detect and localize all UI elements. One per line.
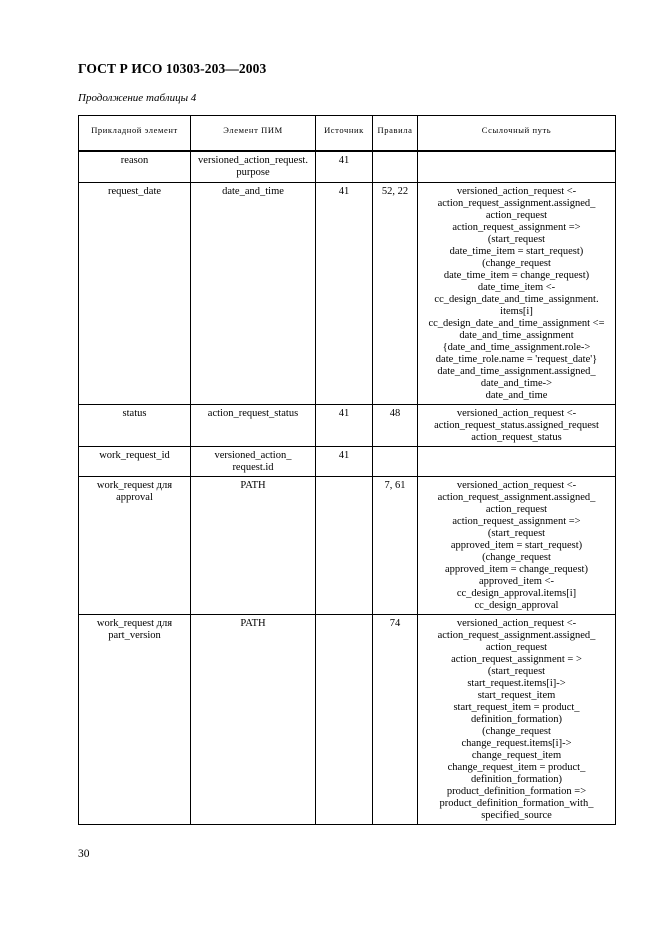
cell-source: 41 xyxy=(316,404,373,446)
cell-reference-path xyxy=(418,151,616,182)
cell-app-element: work_request_id xyxy=(79,446,191,476)
cell-source: 41 xyxy=(316,182,373,404)
cell-app-element: request_date xyxy=(79,182,191,404)
cell-app-element: work_request для part_version xyxy=(79,614,191,824)
table-row xyxy=(79,476,616,614)
cell-rules: 48 xyxy=(373,404,418,446)
page-number: 30 xyxy=(78,848,90,860)
table-header-row xyxy=(79,116,616,152)
cell-reference-path: versioned_action_request <- action_request_assignment.assigned_ action_request action_request_assignment => (start_request date_time_item = start_request) (change_request date_time_item = change_request) date_time_item <- cc_design_date_and_time_assignment. items[i] cc_design_date_and_time_assignment <= date_and_time_assignment {date_and_time_assignment.role-> date_time_role.name = 'request_date'} date_and_time_assignment.assigned_ date_and_time-> date_and_time xyxy=(418,182,616,404)
table-row xyxy=(79,404,616,446)
table-row xyxy=(79,446,616,476)
cell-pim-element: PATH xyxy=(191,476,316,614)
cell-pim-element: PATH xyxy=(191,614,316,824)
cell-rules: 74 xyxy=(373,614,418,824)
cell-source: 41 xyxy=(316,151,373,182)
cell-source xyxy=(316,614,373,824)
header-reference-path: Ссылочный путь xyxy=(418,116,616,152)
cell-app-element: work_request для approval xyxy=(79,476,191,614)
table-row xyxy=(79,151,616,182)
header-source: Источник xyxy=(316,116,373,152)
cell-rules: 52, 22 xyxy=(373,182,418,404)
mapping-table xyxy=(78,115,616,825)
cell-reference-path: versioned_action_request <- action_request_assignment.assigned_ action_request action_request_assignment = > (start_request start_request.items[i]-> start_request_item start_request_item = product_ definition_formation) (change_request change_request.items[i]-> change_request_item change_request_item = product_ definition_formation) product_definition_formation => product_definition_formation_with_ specified_source xyxy=(418,614,616,824)
cell-rules xyxy=(373,151,418,182)
cell-rules xyxy=(373,446,418,476)
cell-reference-path: versioned_action_request <- action_request_assignment.assigned_ action_request action_request_assignment => (start_request approved_item = start_request) (change_request approved_item = change_request) approved_item <- cc_design_approval.items[i] cc_design_approval xyxy=(418,476,616,614)
cell-source: 41 xyxy=(316,446,373,476)
cell-pim-element: date_and_time xyxy=(191,182,316,404)
cell-reference-path xyxy=(418,446,616,476)
table-row xyxy=(79,614,616,824)
cell-app-element: reason xyxy=(79,151,191,182)
table-row xyxy=(79,182,616,404)
cell-reference-path: versioned_action_request <- action_request_status.assigned_request action_request_status xyxy=(418,404,616,446)
cell-rules: 7, 61 xyxy=(373,476,418,614)
header-app-element: Прикладной элемент xyxy=(79,116,191,152)
cell-app-element: status xyxy=(79,404,191,446)
standard-title: ГОСТ Р ИСО 10303-203—2003 xyxy=(78,61,267,76)
cell-source xyxy=(316,476,373,614)
header-pim-element: Элемент ПИМ xyxy=(191,116,316,152)
header-rules: Правила xyxy=(373,116,418,152)
cell-pim-element: action_request_status xyxy=(191,404,316,446)
table-caption: Продолжение таблицы 4 xyxy=(78,92,197,104)
cell-pim-element: versioned_action_ request.id xyxy=(191,446,316,476)
cell-pim-element: versioned_action_request. purpose xyxy=(191,151,316,182)
